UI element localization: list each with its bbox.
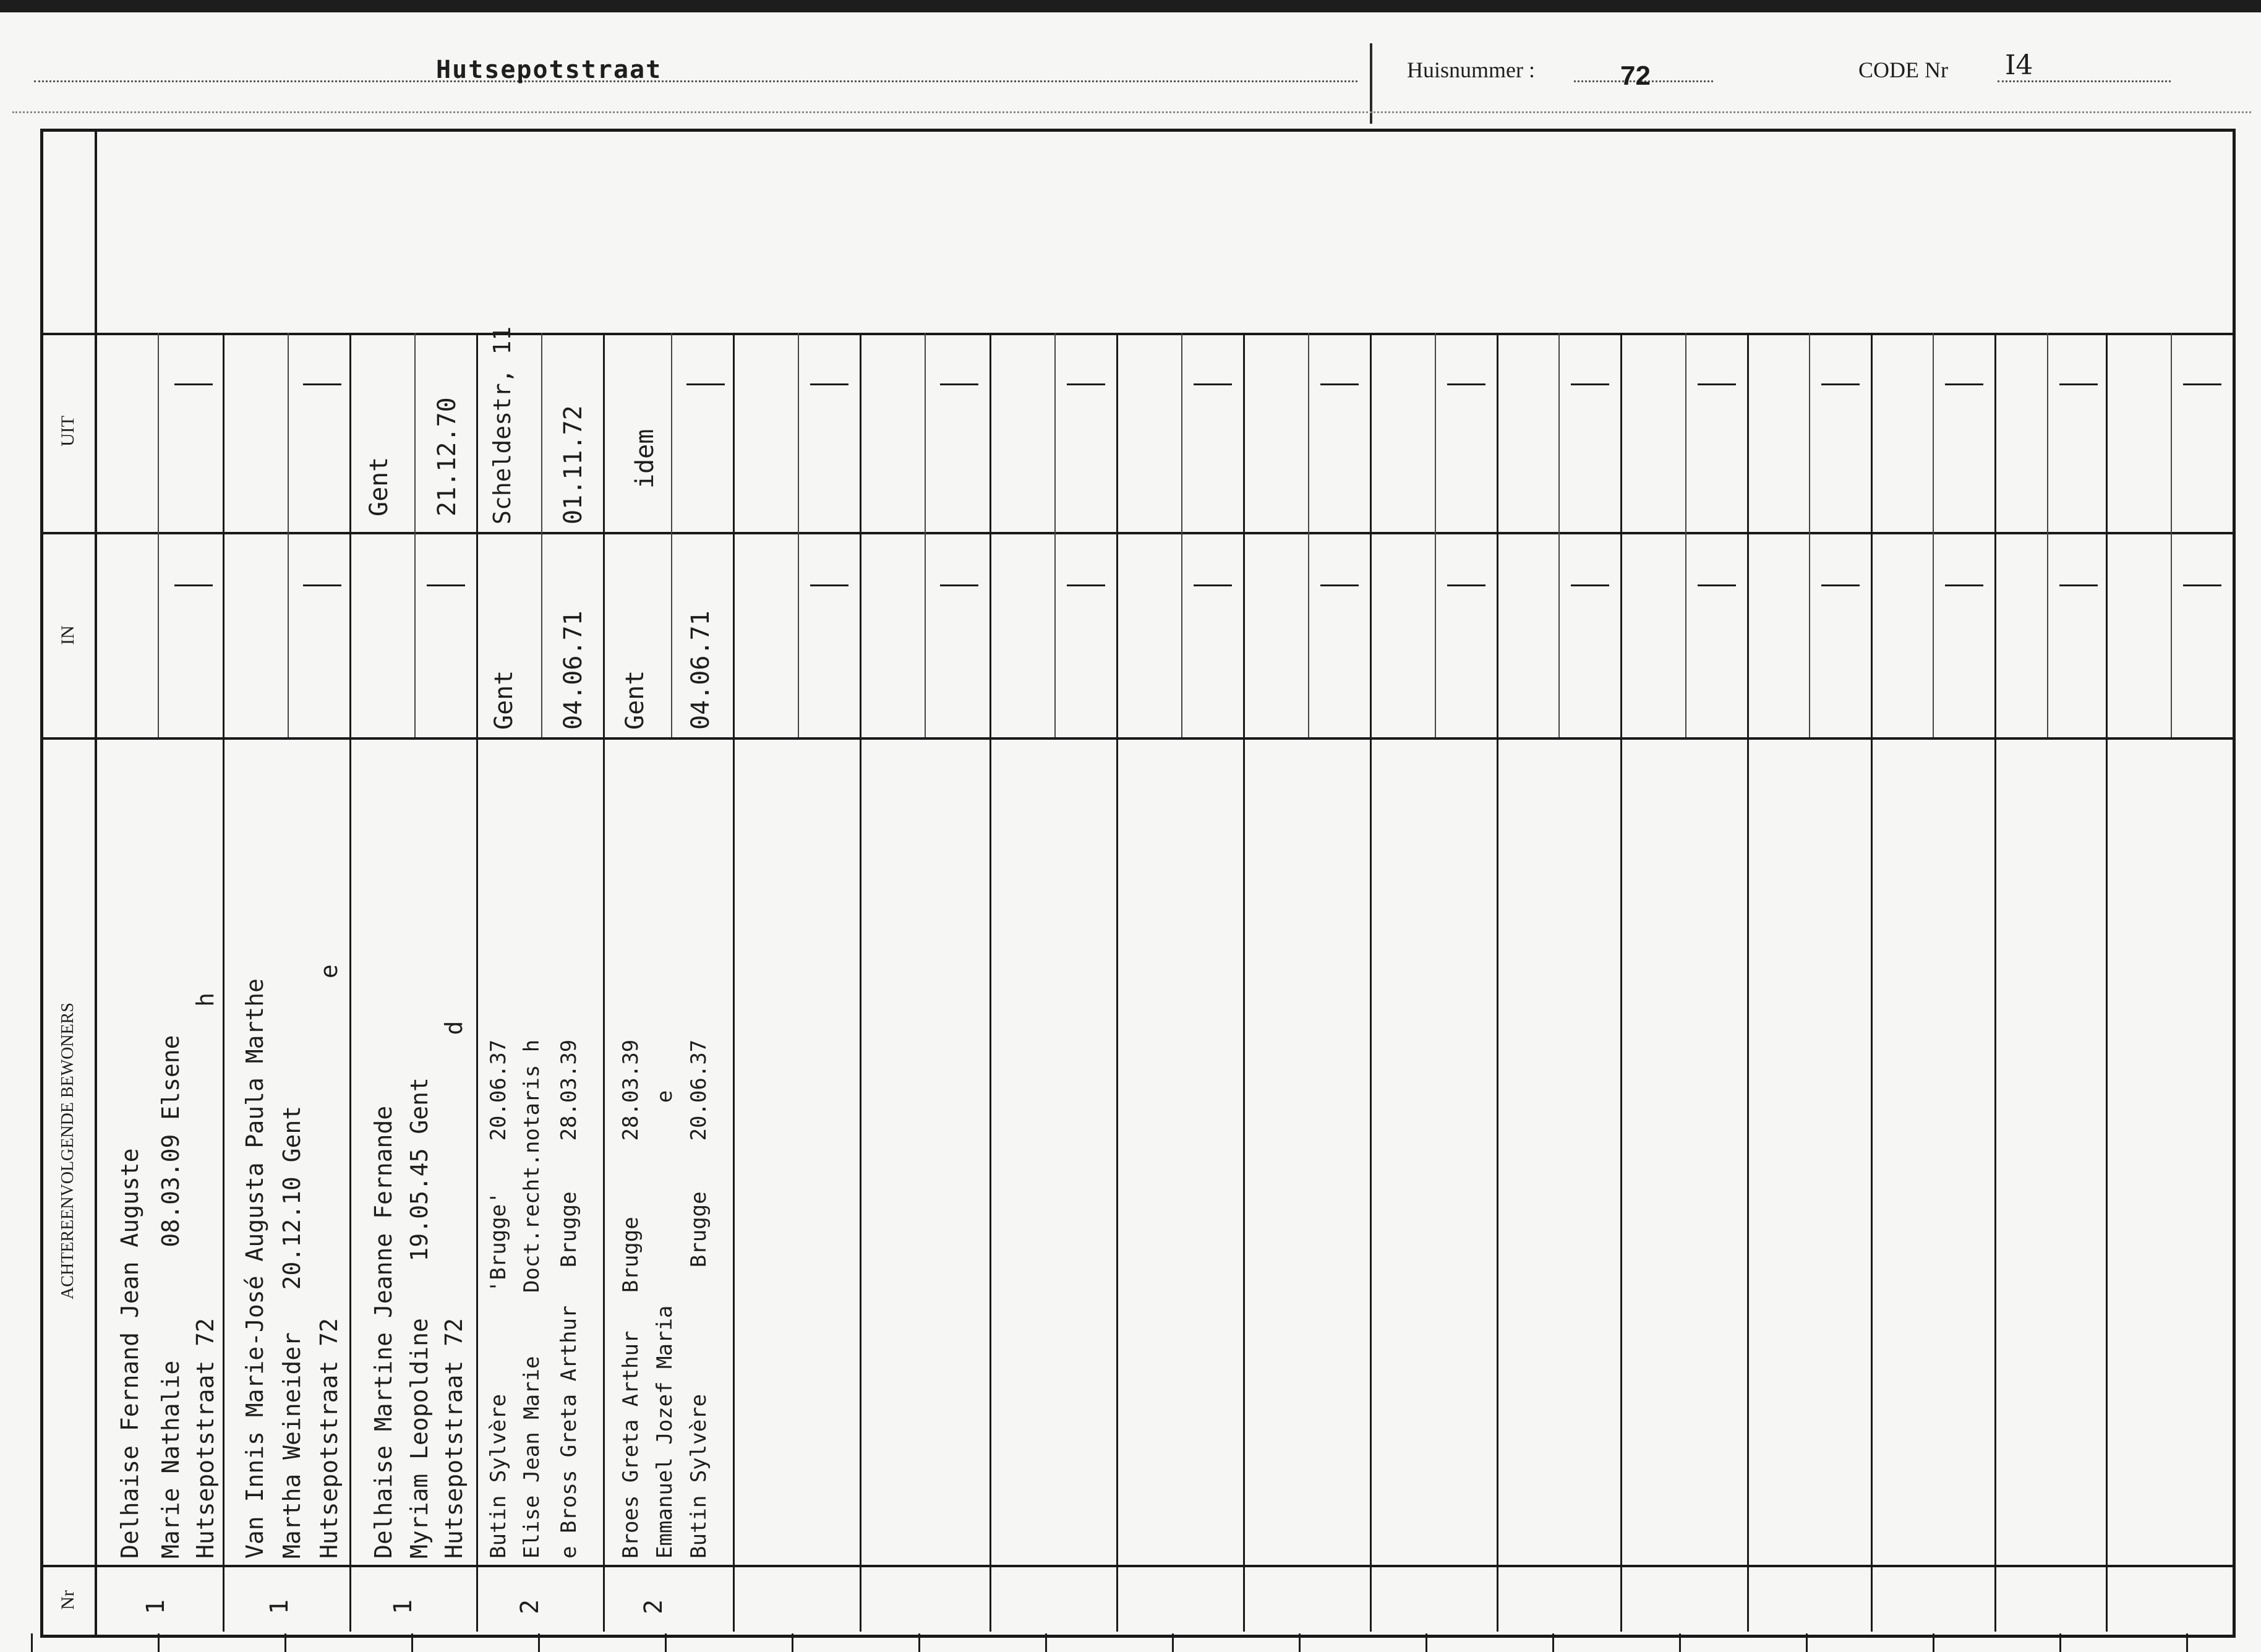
empty-dash [2059, 584, 2098, 586]
resident-line: e Bross Greta Arthur Brugge 28.03.39 [557, 1039, 581, 1559]
empty-dash [2183, 584, 2221, 586]
empty-dash [1194, 584, 1232, 586]
bewoners-nr-divider [40, 1565, 2236, 1567]
resident-line: Myriam Leopoldine 19.05.45 Gent [406, 1077, 433, 1559]
entry-number: 1 [265, 1599, 294, 1615]
resident-line: Hutsepotstraat 72 d [440, 1021, 468, 1559]
empty-dash [940, 584, 978, 586]
resident-line: Hutsepotstraat 72 h [192, 992, 219, 1559]
bottom-tick [1172, 1633, 1174, 1652]
bottom-tick [411, 1633, 413, 1652]
empty-dash [1067, 584, 1105, 586]
code-label: CODE Nr [1858, 58, 1948, 82]
uit-date: 01.11.72 [559, 405, 588, 524]
bottom-tick [31, 1633, 33, 1652]
uit-place: Gent [365, 456, 393, 516]
bottom-tick [918, 1633, 920, 1652]
subcolumn-line [1435, 333, 1436, 737]
in-date: 04.06.71 [559, 610, 588, 730]
empty-dash [427, 584, 465, 586]
subcolumn-line [798, 333, 799, 737]
subcolumn-line [414, 333, 416, 737]
bottom-tick [158, 1633, 160, 1652]
empty-dash [174, 383, 213, 385]
empty-dash [1067, 383, 1105, 385]
in-place: Gent [490, 670, 518, 730]
street-dotted-line [34, 80, 1357, 82]
bottom-tick [792, 1633, 793, 1652]
empty-dash [303, 584, 341, 586]
resident-line: Delhaise Martine Jeanne Fernande [370, 1105, 397, 1559]
column-line [1994, 333, 1996, 1632]
resident-line: Elise Jean Marie Doct.recht.notaris h [519, 1039, 544, 1559]
subcolumn-line [2047, 333, 2048, 737]
bottom-tick [538, 1633, 540, 1652]
uit-place: Scheldestr, 11 [489, 326, 516, 524]
empty-dash [303, 383, 341, 385]
column-line [989, 333, 991, 1632]
bottom-tick [1425, 1633, 1427, 1652]
bottom-tick [1045, 1633, 1047, 1652]
label-column-divider [95, 129, 97, 1638]
column-line [1243, 333, 1245, 1632]
bottom-tick [665, 1633, 667, 1652]
entry-number: 1 [389, 1599, 418, 1615]
house-number-label: Huisnummer : [1407, 58, 1535, 82]
empty-dash [1447, 584, 1485, 586]
column-line [2106, 333, 2108, 1632]
column-line [1871, 333, 1873, 1632]
top-section-divider [40, 333, 2236, 335]
empty-dash [1571, 383, 1609, 385]
empty-dash [686, 383, 725, 385]
column-line [733, 333, 735, 1632]
header-bottom-dotted-line [12, 111, 2251, 113]
code-value: I4 [2005, 49, 2033, 81]
resident-line: Marie Nathalie 08.03.09 Elsene [157, 1035, 184, 1559]
empty-dash [940, 383, 978, 385]
empty-dash [1945, 383, 1983, 385]
empty-dash [810, 383, 848, 385]
resident-line: Butin Sylvère 'Brugge' 20.06.37 [486, 1039, 511, 1559]
top-black-bar [0, 0, 2261, 12]
uit-date: 21.12.70 [433, 397, 461, 516]
column-line [860, 333, 861, 1632]
uit-in-divider [40, 532, 2236, 534]
empty-dash [1945, 584, 1983, 586]
bottom-tick [284, 1633, 286, 1652]
column-line [603, 333, 605, 1632]
in-bewoners-divider [40, 737, 2236, 740]
bottom-tick [2059, 1633, 2061, 1652]
column-line [1620, 333, 1622, 1632]
empty-dash [174, 584, 213, 586]
empty-dash [1320, 584, 1359, 586]
empty-dash [1698, 584, 1736, 586]
resident-line: Hutsepotstraat 72 e [315, 964, 343, 1559]
column-line [1116, 333, 1118, 1632]
subcolumn-line [541, 333, 542, 737]
nr-section-label: Nr [58, 1590, 78, 1610]
street-name: Hutsepotstraat [436, 56, 662, 84]
column-line [476, 333, 478, 1632]
subcolumn-line [1308, 333, 1309, 737]
subcolumn-line [1809, 333, 1810, 737]
house-number-value: 72 [1620, 61, 1651, 91]
empty-dash [2183, 383, 2221, 385]
subcolumn-line [1685, 333, 1686, 737]
bottom-tick [1933, 1633, 1934, 1652]
entry-number: 2 [516, 1599, 545, 1615]
column-line [349, 333, 351, 1632]
resident-line: Butin Sylvère Brugge 20.06.37 [686, 1039, 711, 1559]
empty-dash [1320, 383, 1359, 385]
empty-dash [1571, 584, 1609, 586]
uit-place: idem [631, 429, 659, 489]
subcolumn-line [158, 333, 159, 737]
entry-number: 2 [639, 1599, 669, 1615]
subcolumn-line [2171, 333, 2172, 737]
in-place: Gent [621, 670, 649, 730]
empty-dash [1447, 383, 1485, 385]
bottom-tick [1806, 1633, 1808, 1652]
resident-line: Emmanuel Jozef Maria e [652, 1090, 677, 1559]
bottom-tick [1552, 1633, 1554, 1652]
entry-number: 1 [142, 1599, 171, 1615]
resident-line: Delhaise Fernand Jean Auguste [116, 1148, 143, 1559]
bottom-tick [1679, 1633, 1681, 1652]
resident-line: Martha Weineider 20.12.10 Gent [278, 1105, 306, 1559]
empty-dash [1698, 383, 1736, 385]
bewoners-section-label: ACHTEREENVOLGENDE BEWONERS [58, 1003, 77, 1299]
column-line [1370, 333, 1372, 1632]
column-line [1497, 333, 1498, 1632]
empty-dash [1821, 584, 1860, 586]
subcolumn-line [1558, 333, 1560, 737]
bottom-tick [2186, 1633, 2188, 1652]
column-line [223, 333, 224, 1632]
subcolumn-line [925, 333, 926, 737]
subcolumn-line [1933, 333, 1934, 737]
subcolumn-line [1181, 333, 1182, 737]
bottom-tick [1299, 1633, 1301, 1652]
uit-section-label: UIT [58, 416, 78, 447]
in-section-label: IN [58, 625, 78, 645]
subcolumn-line [1054, 333, 1056, 737]
column-line [1747, 333, 1749, 1632]
resident-line: Broes Greta Arthur Brugge 28.03.39 [618, 1039, 643, 1559]
in-date: 04.06.71 [686, 610, 715, 730]
resident-line: Van Innis Marie-José Augusta Paula Marthe [241, 978, 268, 1559]
empty-dash [1194, 383, 1232, 385]
empty-dash [810, 584, 848, 586]
subcolumn-line [288, 333, 289, 737]
empty-dash [2059, 383, 2098, 385]
empty-dash [1821, 383, 1860, 385]
subcolumn-line [671, 333, 672, 737]
